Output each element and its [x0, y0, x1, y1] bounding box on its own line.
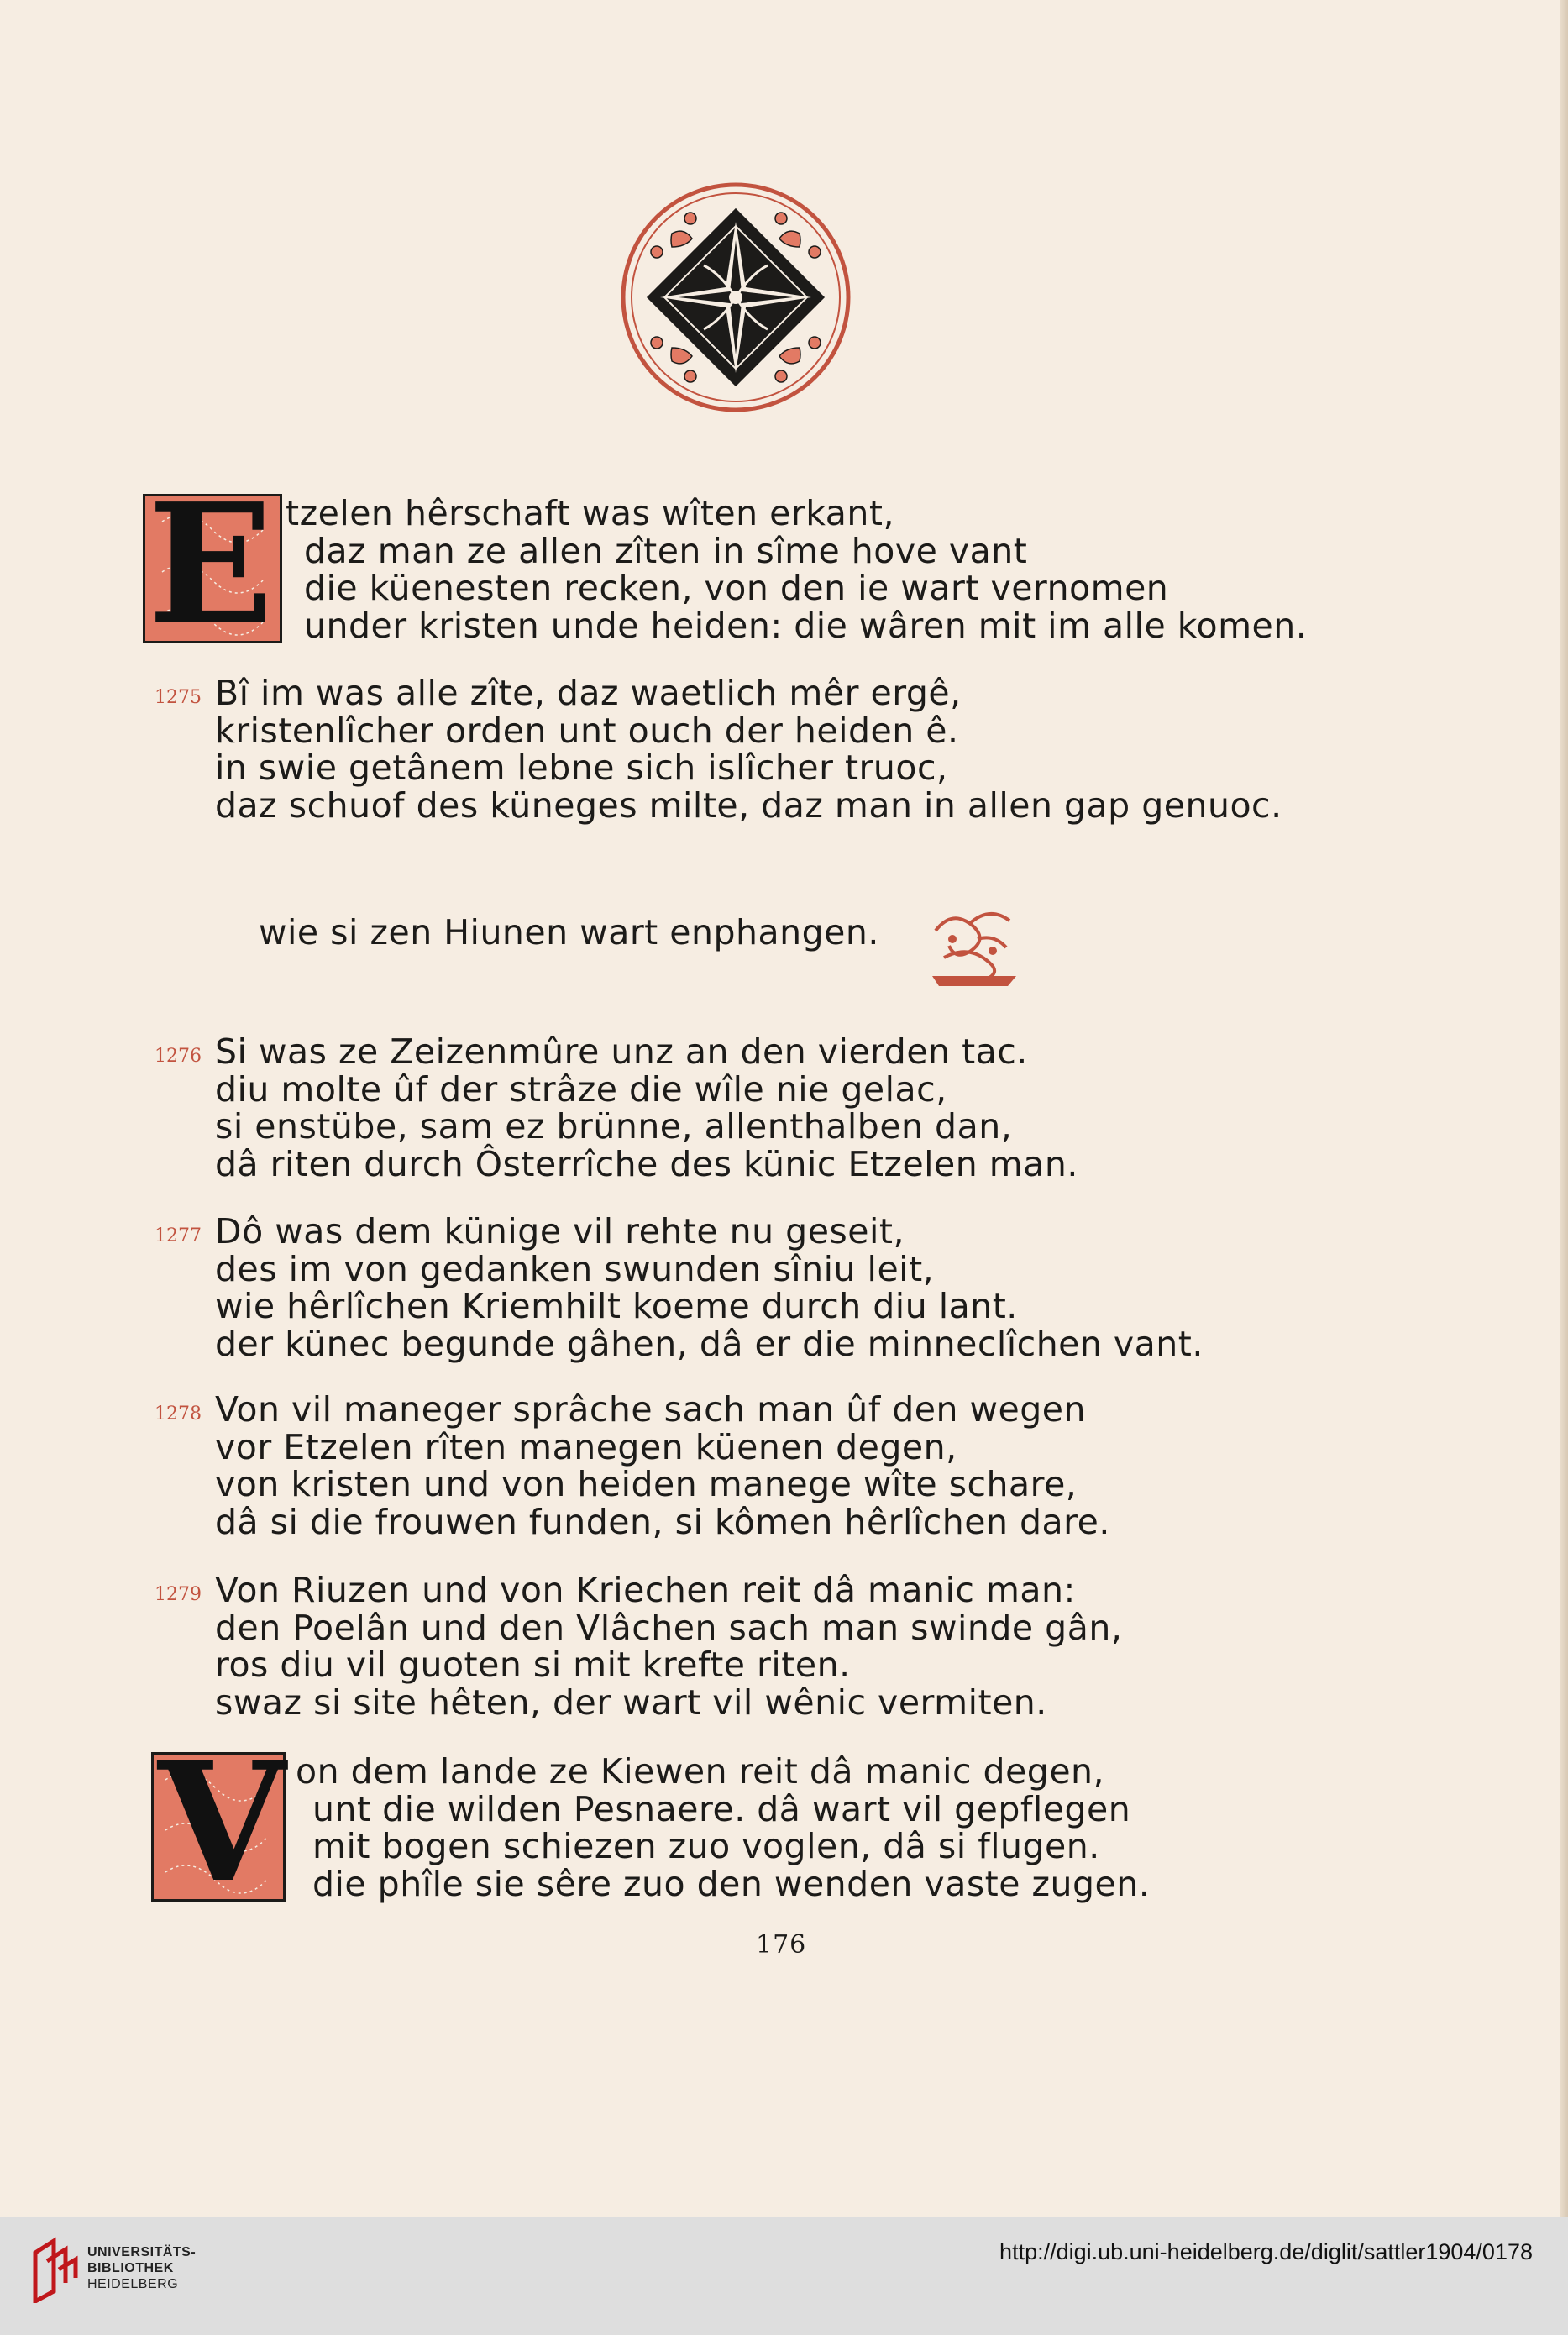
stanza-1277 [215, 1213, 1204, 1362]
verse-line: daz man ze allen zîten in sîme hove vant [304, 530, 1028, 571]
page-number: 176 [756, 1930, 807, 1960]
verse-line: die phîle sie sêre zuo den wenden vaste zugen. [312, 1863, 1151, 1904]
verse-line: Von vil maneger sprâche sach man ûf den wegen [215, 1389, 1086, 1430]
stanza-number: 1276 [155, 1046, 202, 1067]
floral-flourish-icon [927, 905, 1021, 988]
stanza-1276 [215, 1033, 1078, 1183]
stanza-1274 [286, 495, 1307, 644]
verse-line: des im von gedanken swunden sîniu leit, [215, 1248, 935, 1289]
stanza-number: 1277 [155, 1225, 202, 1246]
verse-line: mit bogen schiezen zuo voglen, dâ si flugen. [312, 1826, 1100, 1867]
initial-letter-v: V [158, 1726, 286, 1919]
stanza-number: 1275 [155, 687, 202, 708]
verse-line: in swie getânem lebne sich islîcher truoc, [215, 748, 948, 789]
verse-line: swaz si site hêten, der wart vil wênic vermiten. [215, 1682, 1047, 1723]
verse-line: der künec begunde gâhen, dâ er die minneclîchen vant. [215, 1323, 1204, 1364]
stanza-1280 [296, 1753, 1150, 1902]
verse-line: Von Riuzen und von Kriechen reit dâ manic man: [215, 1570, 1076, 1610]
stanza-1278 [215, 1391, 1110, 1540]
initial-letter-e: E [148, 468, 274, 661]
library-name-line: UNIVERSITÄTS- [87, 2245, 197, 2259]
circular-floral-medallion-icon [620, 181, 852, 413]
verse-line: die küenesten recken, von den ie wart vernomen [304, 568, 1169, 609]
page-edge [1560, 0, 1568, 2217]
verse-line: vor Etzelen rîten manegen küenen degen, [215, 1426, 957, 1467]
footer-bar [0, 2217, 1568, 2335]
verse-line: unt die wilden Pesnaere. dâ wart vil gepflegen [312, 1788, 1131, 1829]
verse-line: dâ riten durch Ôsterrîche des künic Etzelen man. [215, 1143, 1078, 1184]
verse-line: den Poelân und den Vlâchen sach man swinde gân, [215, 1607, 1123, 1648]
verse-line: Bî im was alle zîte, daz waetlich mêr ergê, [215, 673, 962, 713]
university-library-logo-icon [29, 2236, 79, 2303]
library-name-line: HEIDELBERG [87, 2277, 179, 2291]
verse-line: si enstübe, sam ez brünne, allenthalben dan, [215, 1106, 1013, 1147]
source-url-link[interactable]: http://digi.ub.uni-heidelberg.de/diglit/sattler1904/0178 [999, 2239, 1533, 2264]
stanza-number: 1279 [155, 1584, 202, 1605]
verse-line: daz schuof des küneges milte, daz man in allen gap genuoc. [215, 784, 1282, 826]
verse-line: ros diu vil guoten si mit krefte riten. [215, 1645, 851, 1686]
library-name [87, 2244, 196, 2292]
verse-line: Si was ze Zeizenmûre unz an den vierden tac. [215, 1031, 1028, 1072]
stanza-1275 [215, 674, 1282, 824]
verse-line: von kristen und von heiden manege wîte schare, [215, 1464, 1078, 1505]
verse-line: wie hêrlîchen Kriemhilt koeme durch diu lant. [215, 1286, 1018, 1327]
stanza-number: 1278 [155, 1404, 202, 1425]
verse-line: under kristen unde heiden: die wâren mit im alle komen. [304, 605, 1308, 646]
verse-line: Dô was dem künige vil rehte nu geseit, [215, 1211, 905, 1251]
stanza-1279 [215, 1572, 1122, 1721]
verse-line: kristenlîcher orden unt ouch der heiden ê. [215, 710, 959, 751]
verse-line: on dem lande ze Kiewen reit dâ manic degen, [296, 1751, 1105, 1792]
verse-line: dâ si die frouwen funden, si kômen hêrlîchen dare. [215, 1501, 1110, 1542]
verse-line: diu molte ûf der strâze die wîle nie gelac, [215, 1068, 947, 1110]
library-name-line: BIBLIOTHEK [87, 2261, 174, 2275]
section-heading: wie si zen Hiunen wart enphangen. [259, 912, 879, 952]
verse-line: tzelen hêrschaft was wîten erkant, [286, 493, 894, 533]
